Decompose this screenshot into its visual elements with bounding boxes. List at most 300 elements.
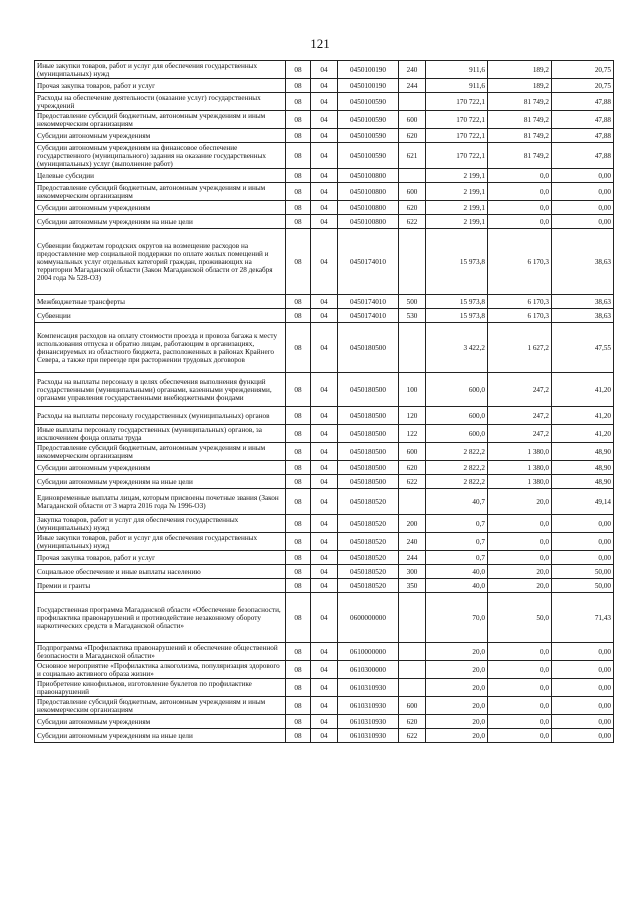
expense-type-code: 300 [399,565,426,579]
subsection-code: 04 [311,661,338,679]
section-code: 08 [286,111,311,129]
expense-type-code: 620 [399,715,426,729]
section-code: 08 [286,309,311,323]
row-name: Субсидии автономным учреждениям [35,461,286,475]
subsection-code: 04 [311,295,338,309]
table-row [35,729,614,743]
execution-percent: 71,43 [552,593,614,643]
fact-amount: 20,0 [488,565,552,579]
expense-type-code: 620 [399,129,426,143]
execution-percent: 0,00 [552,697,614,715]
plan-amount: 600,0 [426,407,488,425]
subsection-code: 04 [311,93,338,111]
section-code: 08 [286,215,311,229]
row-name: Субвенции бюджетам городских округов на возмещение расходов на предоставление мер социальной поддержки по оплате жилых помещений и коммунальных услуг отдельных категорий граждан, проживающих на территории Магаданской области (Закон Магаданской области от 28 декабря 2004 года № 528-ОЗ) [35,229,286,295]
expense-type-code: 240 [399,61,426,79]
expense-type-code: 244 [399,79,426,93]
target-article-code: 0450100590 [338,93,399,111]
target-article-code: 0450100800 [338,201,399,215]
fact-amount: 81 749,2 [488,129,552,143]
fact-amount: 0,0 [488,215,552,229]
fact-amount: 0,0 [488,697,552,715]
target-article-code: 0610300000 [338,661,399,679]
plan-amount: 2 822,2 [426,475,488,489]
fact-amount: 247,2 [488,373,552,407]
row-name: Расходы на обеспечение деятельности (оказание услуг) государственных учреждений [35,93,286,111]
plan-amount: 0,7 [426,515,488,533]
page-number: 121 [310,36,330,51]
target-article-code: 0610310930 [338,697,399,715]
fact-amount: 0,0 [488,715,552,729]
target-article-code: 0450180520 [338,565,399,579]
execution-percent: 49,14 [552,489,614,515]
section-code: 08 [286,425,311,443]
plan-amount: 20,0 [426,643,488,661]
row-name: Субсидии автономным учреждениям на иные цели [35,475,286,489]
table-row [35,309,614,323]
plan-amount: 170 722,1 [426,143,488,169]
target-article-code: 0450100800 [338,215,399,229]
plan-amount: 600,0 [426,425,488,443]
target-article-code: 0450180520 [338,579,399,593]
plan-amount: 0,7 [426,551,488,565]
target-article-code: 0450180520 [338,515,399,533]
fact-amount: 0,0 [488,201,552,215]
table-row [35,679,614,697]
target-article-code: 0450180520 [338,489,399,515]
expense-type-code: 200 [399,515,426,533]
section-code: 08 [286,61,311,79]
subsection-code: 04 [311,215,338,229]
target-article-code: 0450100800 [338,183,399,201]
target-article-code: 0610310930 [338,679,399,697]
table-row [35,111,614,129]
expense-type-code: 600 [399,697,426,715]
section-code: 08 [286,443,311,461]
subsection-code: 04 [311,111,338,129]
row-name: Иные закупки товаров, работ и услуг для обеспечения государственных (муниципальных) нужд [35,61,286,79]
execution-percent: 0,00 [552,643,614,661]
section-code: 08 [286,373,311,407]
row-name: Расходы на выплаты персоналу государственных (муниципальных) органов [35,407,286,425]
execution-percent: 0,00 [552,551,614,565]
execution-percent: 48,90 [552,443,614,461]
section-code: 08 [286,461,311,475]
table-row [35,715,614,729]
target-article-code: 0450100590 [338,129,399,143]
table-row [35,229,614,295]
row-name: Расходы на выплаты персоналу в целях обеспечения выполнения функций государственными (муниципальными) органами, казенными учреждениями, органами управления государственными внебюджетными фондами [35,373,286,407]
expense-type-code [399,489,426,515]
fact-amount: 1 380,0 [488,475,552,489]
plan-amount: 40,0 [426,565,488,579]
row-name: Предоставление субсидий бюджетным, автономным учреждениям и иным некоммерческим организациям [35,697,286,715]
table-row [35,443,614,461]
table-row [35,169,614,183]
subsection-code: 04 [311,489,338,515]
section-code: 08 [286,679,311,697]
subsection-code: 04 [311,643,338,661]
expense-type-code: 622 [399,729,426,743]
target-article-code: 0610310930 [338,729,399,743]
subsection-code: 04 [311,425,338,443]
section-code: 08 [286,661,311,679]
table-row [35,61,614,79]
row-name: Предоставление субсидий бюджетным, автономным учреждениям и иным некоммерческим организациям [35,443,286,461]
table-row [35,183,614,201]
expense-type-code: 100 [399,373,426,407]
section-code: 08 [286,593,311,643]
section-code: 08 [286,201,311,215]
target-article-code: 0450100590 [338,143,399,169]
table-row [35,661,614,679]
section-code: 08 [286,729,311,743]
subsection-code: 04 [311,533,338,551]
target-article-code: 0450174010 [338,229,399,295]
row-name: Государственная программа Магаданской области «Обеспечение безопасности, профилактика правонарушений и противодействие незаконному обороту наркотических средств в Магаданской области» [35,593,286,643]
section-code: 08 [286,323,311,373]
subsection-code: 04 [311,443,338,461]
execution-percent: 0,00 [552,201,614,215]
section-code: 08 [286,715,311,729]
execution-percent: 41,20 [552,373,614,407]
plan-amount: 70,0 [426,593,488,643]
fact-amount: 81 749,2 [488,93,552,111]
execution-percent: 50,00 [552,565,614,579]
section-code: 08 [286,697,311,715]
section-code: 08 [286,93,311,111]
table-row [35,295,614,309]
execution-percent: 0,00 [552,729,614,743]
table-row [35,373,614,407]
table-row [35,461,614,475]
expense-type-code: 530 [399,309,426,323]
fact-amount: 6 170,3 [488,309,552,323]
fact-amount: 247,2 [488,425,552,443]
expense-type-code [399,323,426,373]
row-name: Субсидии автономным учреждениям [35,201,286,215]
fact-amount: 1 380,0 [488,443,552,461]
subsection-code: 04 [311,461,338,475]
row-name: Субсидии автономным учреждениям [35,715,286,729]
expense-type-code: 600 [399,443,426,461]
row-name: Прочая закупка товаров, работ и услуг [35,551,286,565]
row-name: Целевые субсидии [35,169,286,183]
fact-amount: 247,2 [488,407,552,425]
expense-type-code: 621 [399,143,426,169]
plan-amount: 15 973,8 [426,309,488,323]
table-row [35,565,614,579]
section-code: 08 [286,643,311,661]
fact-amount: 6 170,3 [488,229,552,295]
plan-amount: 0,7 [426,533,488,551]
expense-type-code [399,229,426,295]
row-name: Предоставление субсидий бюджетным, автономным учреждениям и иным некоммерческим организациям [35,111,286,129]
section-code: 08 [286,79,311,93]
target-article-code: 0450180500 [338,425,399,443]
execution-percent: 0,00 [552,679,614,697]
fact-amount: 189,2 [488,79,552,93]
subsection-code: 04 [311,475,338,489]
plan-amount: 911,6 [426,79,488,93]
plan-amount: 170 722,1 [426,129,488,143]
plan-amount: 20,0 [426,697,488,715]
table-row [35,593,614,643]
execution-percent: 41,20 [552,425,614,443]
table-row [35,425,614,443]
table-row [35,551,614,565]
row-name: Субсидии автономным учреждениям на финансовое обеспечение государственного (муниципального) задания на оказание государственных (муниципальных) услуг (выполнение работ) [35,143,286,169]
section-code: 08 [286,565,311,579]
plan-amount: 2 822,2 [426,461,488,475]
plan-amount: 20,0 [426,661,488,679]
subsection-code: 04 [311,373,338,407]
target-article-code: 0450180520 [338,551,399,565]
row-name: Субвенции [35,309,286,323]
target-article-code: 0450100190 [338,79,399,93]
fact-amount: 0,0 [488,643,552,661]
row-name: Субсидии автономным учреждениям на иные цели [35,215,286,229]
fact-amount: 81 749,2 [488,111,552,129]
section-code: 08 [286,475,311,489]
table-row [35,697,614,715]
subsection-code: 04 [311,593,338,643]
expense-type-code [399,661,426,679]
plan-amount: 2 199,1 [426,169,488,183]
table-row [35,79,614,93]
section-code: 08 [286,183,311,201]
row-name: Подпрограмма «Профилактика правонарушений и обеспечение общественной безопасности в Магаданской области» [35,643,286,661]
expense-type-code: 620 [399,201,426,215]
execution-percent: 48,90 [552,475,614,489]
plan-amount: 3 422,2 [426,323,488,373]
execution-percent: 0,00 [552,215,614,229]
subsection-code: 04 [311,407,338,425]
target-article-code: 0450180500 [338,461,399,475]
expense-type-code: 600 [399,183,426,201]
subsection-code: 04 [311,515,338,533]
subsection-code: 04 [311,715,338,729]
subsection-code: 04 [311,323,338,373]
section-code: 08 [286,489,311,515]
execution-percent: 48,90 [552,461,614,475]
row-name: Премии и гранты [35,579,286,593]
subsection-code: 04 [311,201,338,215]
expense-type-code: 622 [399,215,426,229]
plan-amount: 2 199,1 [426,201,488,215]
target-article-code: 0610310930 [338,715,399,729]
fact-amount: 0,0 [488,183,552,201]
table-row [35,93,614,111]
table-row [35,143,614,169]
section-code: 08 [286,229,311,295]
expense-type-code: 500 [399,295,426,309]
target-article-code: 0450100800 [338,169,399,183]
subsection-code: 04 [311,309,338,323]
fact-amount: 20,0 [488,489,552,515]
target-article-code: 0450100190 [338,61,399,79]
plan-amount: 15 973,8 [426,295,488,309]
target-article-code: 0450180520 [338,533,399,551]
plan-amount: 20,0 [426,715,488,729]
subsection-code: 04 [311,729,338,743]
expense-type-code: 240 [399,533,426,551]
execution-percent: 0,00 [552,533,614,551]
target-article-code: 0450174010 [338,309,399,323]
target-article-code: 0450180500 [338,323,399,373]
expense-type-code [399,679,426,697]
execution-percent: 47,88 [552,93,614,111]
table-row [35,201,614,215]
fact-amount: 0,0 [488,661,552,679]
section-code: 08 [286,407,311,425]
table-row [35,475,614,489]
expense-type-code: 620 [399,461,426,475]
subsection-code: 04 [311,183,338,201]
execution-percent: 38,63 [552,295,614,309]
subsection-code: 04 [311,579,338,593]
subsection-code: 04 [311,61,338,79]
subsection-code: 04 [311,679,338,697]
execution-percent: 47,88 [552,111,614,129]
target-article-code: 0450180500 [338,475,399,489]
plan-amount: 15 973,8 [426,229,488,295]
row-name: Закупка товаров, работ и услуг для обеспечения государственных (муниципальных) нужд [35,515,286,533]
execution-percent: 0,00 [552,715,614,729]
expense-type-code [399,169,426,183]
table-row [35,533,614,551]
fact-amount: 0,0 [488,533,552,551]
target-article-code: 0450180500 [338,443,399,461]
section-code: 08 [286,579,311,593]
plan-amount: 911,6 [426,61,488,79]
row-name: Предоставление субсидий бюджетным, автономным учреждениям и иным некоммерческим организациям [35,183,286,201]
expense-type-code [399,593,426,643]
row-name: Социальное обеспечение и иные выплаты населению [35,565,286,579]
row-name: Межбюджетные трансферты [35,295,286,309]
expense-type-code: 350 [399,579,426,593]
subsection-code: 04 [311,229,338,295]
expense-type-code [399,643,426,661]
plan-amount: 20,0 [426,729,488,743]
plan-amount: 600,0 [426,373,488,407]
execution-percent: 0,00 [552,515,614,533]
section-code: 08 [286,169,311,183]
execution-percent: 0,00 [552,183,614,201]
budget-table-body [35,61,614,743]
plan-amount: 40,0 [426,579,488,593]
plan-amount: 170 722,1 [426,93,488,111]
section-code: 08 [286,143,311,169]
fact-amount: 0,0 [488,169,552,183]
section-code: 08 [286,295,311,309]
target-article-code: 0600000000 [338,593,399,643]
fact-amount: 0,0 [488,551,552,565]
fact-amount: 50,0 [488,593,552,643]
table-row [35,129,614,143]
row-name: Прочая закупка товаров, работ и услуг [35,79,286,93]
target-article-code: 0450180500 [338,373,399,407]
plan-amount: 20,0 [426,679,488,697]
row-name: Иные выплаты персоналу государственных (муниципальных) органов, за исключением фонда оплаты труда [35,425,286,443]
subsection-code: 04 [311,697,338,715]
execution-percent: 50,00 [552,579,614,593]
plan-amount: 40,7 [426,489,488,515]
subsection-code: 04 [311,79,338,93]
section-code: 08 [286,129,311,143]
budget-table [34,60,614,743]
expense-type-code [399,93,426,111]
target-article-code: 0450174010 [338,295,399,309]
subsection-code: 04 [311,129,338,143]
table-row [35,643,614,661]
fact-amount: 0,0 [488,679,552,697]
row-name: Единовременные выплаты лицам, которым присвоены почетные звания (Закон Магаданской области от 3 марта 2016 года № 1996-ОЗ) [35,489,286,515]
execution-percent: 38,63 [552,229,614,295]
table-row [35,323,614,373]
subsection-code: 04 [311,551,338,565]
fact-amount: 20,0 [488,579,552,593]
table-row [35,407,614,425]
execution-percent: 47,55 [552,323,614,373]
section-code: 08 [286,533,311,551]
row-name: Компенсация расходов на оплату стоимости проезда и провоза багажа к месту использования отпуска и обратно лицам, работающим в организациях, финансируемых из областного бюджета, расположенных в районах Крайнего Севера, а также при переезде при расторжении трудовых договоров [35,323,286,373]
execution-percent: 0,00 [552,169,614,183]
execution-percent: 47,88 [552,129,614,143]
expense-type-code: 120 [399,407,426,425]
fact-amount: 1 627,2 [488,323,552,373]
expense-type-code: 244 [399,551,426,565]
execution-percent: 41,20 [552,407,614,425]
target-article-code: 0450180500 [338,407,399,425]
subsection-code: 04 [311,143,338,169]
subsection-code: 04 [311,565,338,579]
row-name: Субсидии автономным учреждениям [35,129,286,143]
target-article-code: 0450100590 [338,111,399,129]
row-name: Основное мероприятие «Профилактика алкоголизма, популяризация здорового и социально активного образа жизни» [35,661,286,679]
table-row [35,579,614,593]
row-name: Иные закупки товаров, работ и услуг для обеспечения государственных (муниципальных) нужд [35,533,286,551]
execution-percent: 20,75 [552,79,614,93]
table-row [35,489,614,515]
fact-amount: 81 749,2 [488,143,552,169]
plan-amount: 2 199,1 [426,215,488,229]
fact-amount: 0,0 [488,729,552,743]
fact-amount: 189,2 [488,61,552,79]
plan-amount: 170 722,1 [426,111,488,129]
expense-type-code: 600 [399,111,426,129]
execution-percent: 47,88 [552,143,614,169]
row-name: Приобретение кинофильмов, изготовление буклетов по профилактике правонарушений [35,679,286,697]
fact-amount: 6 170,3 [488,295,552,309]
table-row [35,515,614,533]
row-name: Субсидии автономным учреждениям на иные цели [35,729,286,743]
subsection-code: 04 [311,169,338,183]
target-article-code: 0610000000 [338,643,399,661]
table-row [35,215,614,229]
expense-type-code: 622 [399,475,426,489]
plan-amount: 2 822,2 [426,443,488,461]
section-code: 08 [286,515,311,533]
section-code: 08 [286,551,311,565]
fact-amount: 0,0 [488,515,552,533]
execution-percent: 0,00 [552,661,614,679]
execution-percent: 20,75 [552,61,614,79]
execution-percent: 38,63 [552,309,614,323]
expense-type-code: 122 [399,425,426,443]
plan-amount: 2 199,1 [426,183,488,201]
fact-amount: 1 380,0 [488,461,552,475]
